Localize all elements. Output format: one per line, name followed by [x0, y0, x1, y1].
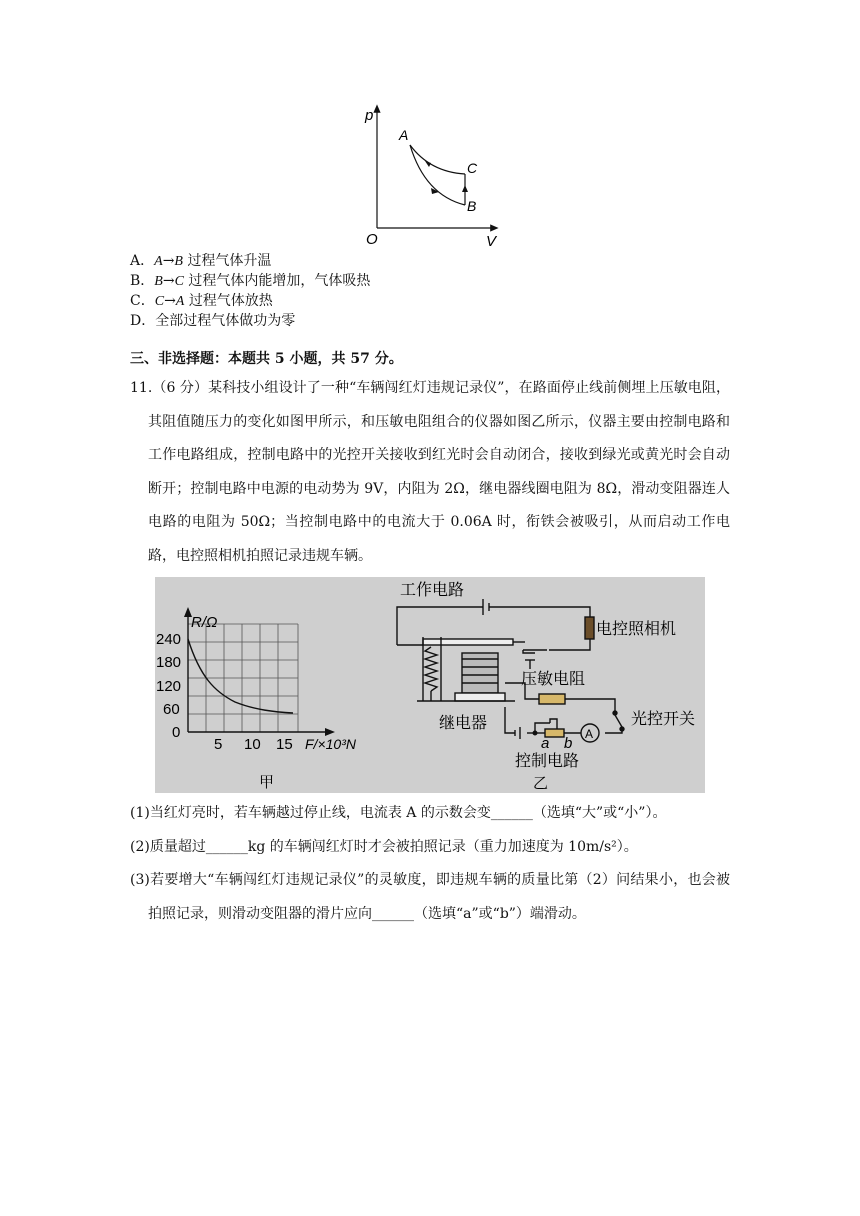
- point-a-label: A: [399, 127, 409, 143]
- jia-caption: 甲: [259, 774, 275, 791]
- circuit-labels: [400, 581, 695, 792]
- option-a: A．A→B 过程气体升温: [130, 253, 272, 269]
- point-c-label: C: [467, 160, 478, 176]
- p-label: p: [365, 107, 374, 124]
- label-b: b: [564, 735, 573, 752]
- pv-graph: [355, 100, 505, 250]
- question-11-text: 11.（6 分）某科技小组设计了一种“车辆闯红灯违规记录仪”，在路面停止线前侧埋上压敏电阻，其阻值随压力的变化如图甲所示，和压敏电阻组合的仪器如图乙所示，仪器主要由控制电路和工作电路组成，控制电路中的光控开关接收到红光时会自动闭合，接收到绿光或黄光时会自动断开；控制电路中电源的电动势为 9V，内阻为 2Ω，继电器线圈电阻为 8Ω，滑动变阻器连人电路的电阻为 50Ω；当控制电路中的电流大于 0.06A 时，衔铁会被吸引，从而启动工作电路，电控照相机拍照记录违规车辆。: [130, 380, 730, 564]
- v-label: V: [486, 233, 497, 250]
- arrow-bc: [462, 185, 468, 192]
- sub-questions: [130, 797, 730, 931]
- figure-svg: [155, 577, 705, 793]
- figure-panel: [155, 577, 705, 793]
- section-heading: 三、非选择题：本题共 5 小题，共 57 分。: [130, 351, 403, 367]
- graph-jia: [156, 607, 357, 791]
- label-a: a: [541, 735, 550, 752]
- circuit-yi: [397, 599, 624, 742]
- question-11: [130, 372, 730, 573]
- label-control-circuit: 控制电路: [515, 753, 580, 770]
- sub-question-1: (1)当红灯亮时，若车辆越过停止线，电流表 A 的示数会变______（选填“大”或“小”）。: [130, 805, 667, 821]
- jia-tick-15: 15: [276, 736, 293, 753]
- option-d: D．全部过程气体做功为零: [130, 313, 296, 329]
- camera: [585, 617, 594, 639]
- sub-question-3: (3)若要增大“车辆闯红灯违规记录仪”的灵敏度，即违规车辆的质量比第（2）问结果小，也会被拍照记录，则滑动变阻器的滑片应向______（选填“a”或“b”）端滑动。: [130, 872, 730, 922]
- jia-tick-5: 5: [214, 736, 223, 753]
- jia-curve: [188, 639, 293, 713]
- label-work-circuit: 工作电路: [400, 582, 465, 599]
- option-b: B．B→C 过程气体内能增加，气体吸热: [130, 273, 371, 289]
- option-c: C．C→A 过程气体放热: [130, 293, 273, 309]
- jia-tick-60: 60: [163, 701, 180, 718]
- label-camera: 电控照相机: [596, 621, 677, 638]
- jia-y-label: R/Ω: [191, 614, 218, 631]
- label-relay: 继电器: [439, 715, 488, 732]
- label-ammeter: A: [585, 727, 594, 741]
- point-b-label: B: [467, 198, 477, 214]
- jia-tick-180: 180: [156, 654, 182, 671]
- curve-c-to-a: [410, 145, 465, 174]
- jia-tick-120: 120: [156, 678, 182, 695]
- origin-label: O: [366, 231, 378, 248]
- sub-question-2: (2)质量超过______kg 的车辆闯红灯时才会被拍照记录（重力加速度为 10m/s²）。: [130, 838, 638, 855]
- jia-tick-10: 10: [244, 736, 261, 753]
- jia-x-label: F/×10³N: [305, 736, 356, 752]
- label-light-switch: 光控开关: [631, 711, 696, 728]
- yi-caption: 乙: [533, 775, 549, 792]
- jia-tick-0: 0: [172, 724, 181, 741]
- label-pressure-resistor: 压敏电阻: [521, 671, 586, 688]
- jia-tick-240: 240: [156, 631, 182, 648]
- grid: [188, 624, 298, 732]
- pressure-resistor: [539, 694, 565, 704]
